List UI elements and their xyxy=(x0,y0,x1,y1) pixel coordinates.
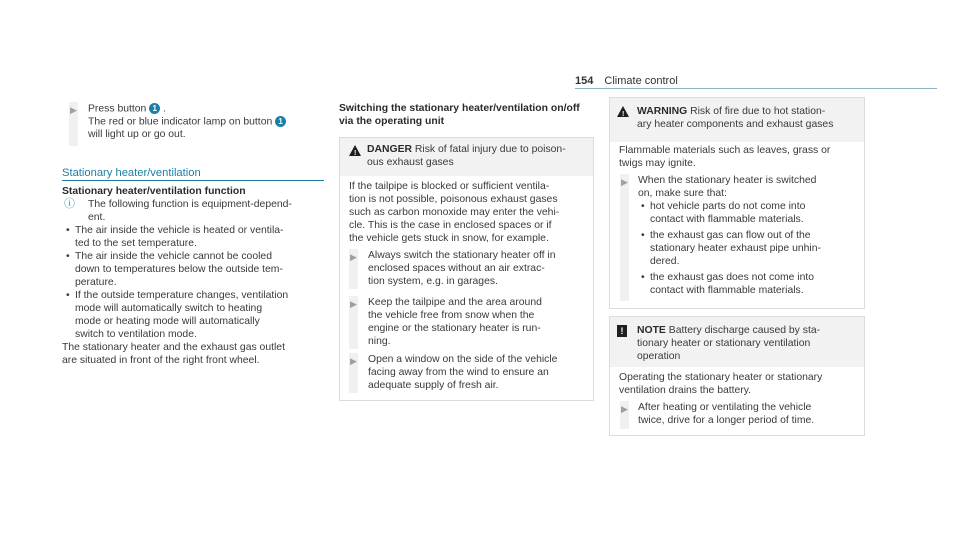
step-arrow-icon: ▶ xyxy=(621,404,628,414)
list-item: dered. xyxy=(650,256,680,267)
list-item: mode will automatically switch to heating xyxy=(75,303,263,314)
note-body: ventilation drains the battery. xyxy=(619,385,752,396)
bullet-icon: • xyxy=(641,230,645,241)
step-text: The red or blue indicator lamp on button xyxy=(88,116,273,128)
list-item: If the outside temperature changes, ventilation xyxy=(75,290,289,301)
step-arrow-icon: ▶ xyxy=(350,252,357,262)
warning-head: Risk of fire due to hot station- xyxy=(690,106,826,117)
list-item: perature. xyxy=(75,277,117,288)
closing-text: are situated in front of the right front wheel. xyxy=(62,355,260,366)
bullet-icon: • xyxy=(66,225,70,236)
danger-step: Always switch the stationary heater off in xyxy=(368,250,556,261)
info-line: The following function is equipment-depend- xyxy=(88,199,292,210)
danger-step: ning. xyxy=(368,336,391,347)
danger-body: cle. This is the case in enclosed spaces or if xyxy=(349,220,552,231)
danger-step: enclosed spaces without an air extrac- xyxy=(368,263,545,274)
warning-label: WARNING xyxy=(637,106,688,117)
danger-step: Keep the tailpipe and the area around xyxy=(368,297,542,308)
list-item: The air inside the vehicle cannot be cooled xyxy=(75,251,272,262)
list-item: switch to ventilation mode. xyxy=(75,329,197,340)
danger-body: If the tailpipe is blocked or sufficient ventila- xyxy=(349,181,550,192)
section-heading: Switching the stationary heater/ventilation on/off xyxy=(339,103,580,114)
danger-step: facing away from the wind to ensure an xyxy=(368,367,549,378)
danger-label: DANGER xyxy=(367,144,413,155)
list-item: mode or heating mode will automatically xyxy=(75,316,260,327)
note-head: Battery discharge caused by sta- xyxy=(668,325,821,336)
step-arrow-icon: ▶ xyxy=(621,177,628,187)
warning-body: twigs may ignite. xyxy=(619,158,696,169)
danger-body: such as carbon monoxide may enter the vehi- xyxy=(349,207,560,218)
button-1-icon: 1 xyxy=(275,116,286,127)
step-arrow-icon: ▶ xyxy=(350,299,357,309)
warning-title-line xyxy=(637,106,825,119)
exclamation-icon: ! xyxy=(622,111,625,118)
danger-step: the vehicle free from snow when the xyxy=(368,310,535,321)
danger-step: adequate supply of fresh air. xyxy=(368,380,499,391)
list-item: ted to the set temperature. xyxy=(75,238,197,249)
note-icon: ! xyxy=(617,325,627,337)
bullet-icon: • xyxy=(66,251,70,262)
button-1-icon: 1 xyxy=(149,103,160,114)
danger-body: tion is not possible, poisonous exhaust gases xyxy=(349,194,558,205)
danger-head: ous exhaust gases xyxy=(367,157,454,168)
section-heading: via the operating unit xyxy=(339,116,445,127)
note-body: Operating the stationary heater or stationary xyxy=(619,372,823,383)
note-step: twice, drive for a longer period of time. xyxy=(638,415,815,426)
note-head: tionary heater or stationary ventilation xyxy=(637,338,811,349)
info-line: ent. xyxy=(88,212,106,223)
warning-step: When the stationary heater is switched xyxy=(638,175,817,186)
list-item: down to temperatures below the outside tem- xyxy=(75,264,283,275)
list-item: hot vehicle parts do not come into xyxy=(650,201,806,212)
bullet-icon: • xyxy=(66,290,70,301)
danger-body: the vehicle gets stuck in snow, for example. xyxy=(349,233,549,244)
page-number: 154 xyxy=(575,75,594,87)
bullet-icon: • xyxy=(641,201,645,212)
info-icon: ⓘ xyxy=(64,198,75,210)
step-bar xyxy=(620,174,629,301)
step-line: will light up or go out. xyxy=(88,129,186,140)
step-press-button: Press button 1 . xyxy=(88,103,167,115)
list-item: stationary heater exhaust pipe unhin- xyxy=(650,243,821,254)
list-item: the exhaust gas does not come into xyxy=(650,272,815,283)
danger-step: tion system, e.g. in garages. xyxy=(368,276,498,287)
warning-head: ary heater components and exhaust gases xyxy=(637,119,834,130)
list-item: contact with flammable materials. xyxy=(650,285,804,296)
step-arrow-icon: ▶ xyxy=(350,356,357,366)
list-item: The air inside the vehicle is heated or ventila- xyxy=(75,225,284,236)
note-head: operation xyxy=(637,351,681,362)
warning-body: Flammable materials such as leaves, grass or xyxy=(619,145,831,156)
step-text: Press button xyxy=(88,103,147,115)
list-item: the exhaust gas can flow out of the xyxy=(650,230,811,241)
exclamation-icon: ! xyxy=(354,150,357,157)
danger-head: Risk of fatal injury due to poison- xyxy=(414,144,566,155)
function-heading: Stationary heater/ventilation function xyxy=(62,186,246,197)
bullet-icon: • xyxy=(641,272,645,283)
closing-text: The stationary heater and the exhaust gas outlet xyxy=(62,342,285,353)
danger-step: engine or the stationary heater is run- xyxy=(368,323,541,334)
list-item: contact with flammable materials. xyxy=(650,214,804,225)
note-step: After heating or ventilating the vehicle xyxy=(638,402,812,413)
step-arrow-icon: ▶ xyxy=(70,105,77,115)
warning-step: on, make sure that: xyxy=(638,188,727,199)
note-title-line xyxy=(637,325,820,338)
chapter-title: Climate control xyxy=(604,75,678,87)
note-label: NOTE xyxy=(637,325,666,336)
section-title: Stationary heater/ventilation xyxy=(62,167,201,179)
danger-step: Open a window on the side of the vehicle xyxy=(368,354,558,365)
